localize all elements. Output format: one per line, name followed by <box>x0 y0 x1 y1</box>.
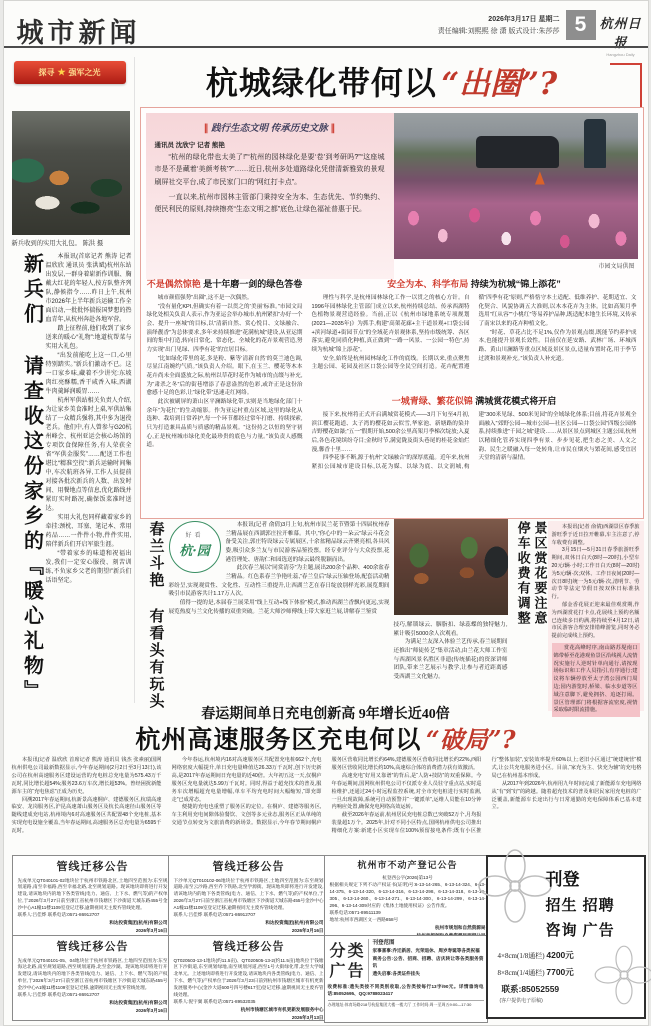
notice-title: 管线迁移公告 <box>18 939 168 956</box>
subhead-3-black: 满城赏花模式将开启 <box>475 396 556 406</box>
scope-item: 商务公告:公告、招商、招聘、店庆转让等各类服务资讯 <box>373 956 484 970</box>
paragraph: 四季花事不断,源于杭州“文绿融合”的深厚底蕴。近年来,杭州紧扣公园城市建设目标,以花为媒、以绿为底、以文润城,构建“300米见绿、500米见园”的全域绿化体系;目前,将花卉景观全面融入“郊野公园—城市公园—社区公园—口袋公园”四级公园体系,持续推进“千园之城”建设……从景区景点到城区主题公园,杭州以精细化管养实现四季有景、步步见花,把生态之美、人文之韵、民生之暖融入每一处转角,让市民在烟火与繁花间,感受宜居天堂的清新与温情。 <box>312 411 637 472</box>
headline-corner-bracket <box>610 63 642 111</box>
paragraph: 杭州军供站相关负责人介绍,为让家乡美食准时上桌,军供站集结了一众精兵强将,其中多为退役老兵。他们中,有人曾参与G20杭州峰会、杭州亚运会核心场馆的专项饮食保障任务,有人荣获全省“军供金服奖”……配送工作也堪比“精准空投”:新兵运输时间集中,车次航班各异,工作人员提前对接各批次新兵的人数、出发时间、用餐地点等信息,优化路线并紧盯实时路况,确保饭菜准时送达。 <box>46 397 132 514</box>
notice-date: 2026年3月16日 <box>174 928 324 935</box>
paragraph: 本报讯(记者 俞倩)西湖景区春季旅游旺季于近日拉开帷幕,车主注意了,停车收费有调整。 <box>552 524 640 547</box>
section-3-body <box>312 411 637 515</box>
recruit-article <box>10 253 132 719</box>
column-divider <box>134 57 135 703</box>
paragraph: 此次被刷屏的萧山区平澜路绿化带,实则是当地绿化部门十余年“为花忙”的生动缩影。作为亚运村重点区域,这里的绿化从选种、栽培到日常养护,每一个环节都经过常年打磨、持续探索,只为打造兼具品质与质感的精品景观。“这份持之以恒的坚守初心,正是杭州城市绿化美化最珍贵的底色与力量。”该负责人感慨道。 <box>147 398 303 450</box>
paper-name-en: Hangzhou Daily <box>598 52 644 57</box>
subhead-2 <box>312 277 637 290</box>
paper-logo <box>598 13 644 57</box>
pipeline-notice-4 <box>168 935 330 1021</box>
main-headline <box>142 58 622 104</box>
paragraph: “杭州的绿化带也太美了!”“杭州的园林绿化是要‘卷’到考研吗?”“这座城市是不是藏着‘美颜考核’?”……近日,杭州多处道路绿化凭借清新雅致的景观刷屏社交平台,成了市民家门口的“网红打卡点”。 <box>155 152 385 189</box>
main-article-intro-panel <box>146 113 394 279</box>
orchid-headline: 春兰斗艳 有看头有玩头 <box>138 521 164 711</box>
tulip-flowerbed-photo <box>394 113 638 259</box>
editors-line: 责任编辑:刘熙熙 徐 潇 版式设计:朱莎莎 <box>438 26 560 38</box>
haokan-hangyuan-logo <box>169 521 221 573</box>
classified-footer: 办理地址:体育场路218号杭报集团大楼一楼大厅 工作时间:周一至周五9:00—17:30 <box>328 1000 484 1008</box>
paragraph: 便捷的充电也重塑了服务区的定位。在桐庐、建德等服务区,车主利用充电间隙体验餐饮、文创等多元业态,服务区正从单纯的交通节点转变为文旅消费的新场景。数据显示,今年春节期间桐庐服务区营收同比增长约64%,建德服务区营收同比增长约22%,西阳服务区营收同比增长约10%,高速综合体的消费潜力获有效激活。 <box>172 757 482 836</box>
banner-text-left: 探寻 <box>38 67 54 78</box>
classified-title <box>328 939 368 982</box>
paper-name: 杭州日报 <box>598 13 644 51</box>
notice-body: 先成单元QT040101-02地块位于杭州市铁路北区,土地四至范围为:东至规划道路,南至幸福路,西至幸福北路,北至规划道路。现该地块即将进行开发建设,请该地块内的地下各类管线(电力、通信、上下水、燃气等)的产权单位,于2026年3月27日前至浙江省杭州市钱塘区下沙街道天城东路455号金沙中心A1幢11楼1109室登记迁移,逾期视同无主废弃管线处理。 <box>18 878 168 912</box>
paragraph: 实用大礼包同样藏着家乡的牵挂:颈枕、耳塞、笔记本、常用药品……一件件小物,件件实用,陪伴新兵们开启军旅生涯。 <box>46 514 132 550</box>
section-title: 城市新闻 <box>17 11 141 50</box>
main-article-box <box>140 107 644 519</box>
price-2-label: 8×8cm(1/4通栏) <box>498 969 545 977</box>
paragraph: “带着家乡的味道和祝福出发,我们一定安心服役、刻苦训练,不负家乡父老的期望!”新兵们话语坚定。 <box>46 550 132 586</box>
police-car-shape <box>476 136 559 168</box>
orchid-exhibition-photo <box>394 519 508 615</box>
classified-ads-box <box>324 935 488 1023</box>
tag-text: 践行生态文明 传承历史文脉 <box>211 123 328 134</box>
star-icon: ★ <box>57 67 65 78</box>
scenic-body <box>548 521 644 711</box>
scope-item: 遗失启事:各类证件挂失 <box>373 971 484 978</box>
paragraph: 3月15日—5月31日春季旅游旺季期间,双休日白天(8时—20时),小型车20元/辆·小时;工作日白天(8时—20时)为5元/辆·次;双休、工作日夜间(20时—次日8时)统一为5元/辆·次,清明节、劳动节等法定节假日按双休日标准执行。 <box>552 547 640 602</box>
subhead-3-red: 一城青绿、繁花似锦 <box>392 396 473 406</box>
notice-date: 2026年3月13日 <box>174 1015 324 1022</box>
paragraph: “时花、草花占比不足1%,仅作为景观点缀,既能节约养护成本,也能提升景观长效性。目前仅在延安路、武林广场、环城西路、黄山川澜路等重点区域及景区景点,适量布置时花,用于季节过渡和景观补充。”该负责人补充道。 <box>479 329 637 364</box>
masthead-info <box>438 14 560 38</box>
main-article-columns <box>147 276 637 514</box>
ad-note: (客户提供电子原稿) <box>500 997 543 1004</box>
notice-signer: 和达投资集团(杭州)有限公司 <box>174 920 324 927</box>
notice-contact: 联系人:吕佳烨 联系电话:0571-86912707 <box>18 912 168 919</box>
paragraph: 城市颜值强势“出圈”,这不是一次偶然。 <box>147 294 303 303</box>
scope-item: 家事喜事:乔迁新居、光荣退休、周岁寿诞等各类祝福 <box>373 948 484 955</box>
newspaper-page <box>3 0 649 1026</box>
subhead-3 <box>312 394 637 407</box>
classified-title-line2: 广告 <box>328 962 368 982</box>
page-number: 5 <box>566 10 596 40</box>
subhead-1-black: 是十年磨一剑的绿色答卷 <box>203 279 302 289</box>
notice-contact: 联系人:吕佳烨 联系电话:0571-86912707 <box>174 912 324 919</box>
ad-line-3: 咨询 广告 <box>546 919 615 940</box>
paragraph: 技巧,解锁绿云、胭脂扣、绿蕊蝶的独特魅力,累计吸引5000余人次观看。 <box>394 621 508 638</box>
classified-title-line1: 分类 <box>328 942 368 962</box>
paragraph: 踏上征程前,他们收到了家乡送来的暖心“礼物”:地道杭帮菜与实用大礼包。 <box>46 325 132 352</box>
ad-contact-phone: 联系:85052559 <box>502 983 560 995</box>
price-2-value: 7700元 <box>546 967 573 977</box>
flower-outline-icon <box>480 851 550 921</box>
officer-shape <box>584 119 606 169</box>
paragraph: 今年春运,杭州境内16对高速服务区共配置充电桩662个,充电网络密度大幅提升,单日充电量峰值达26.33万千瓦时,创下历史新高,是2017年春运期间日充电量的近40倍。大年初五这一天,仅桐庐服务区充电量就达5.99万千瓦时。同时,得益于超充技术的普及,服务车次增幅超充电量增幅,单车平均充电时间大幅缩短,“即充即走”已成常态。 <box>172 757 322 804</box>
paragraph: 为满足兰友深入体验兰艺传承,春兰展期间还推出“师徒传艺”集章活动,由兰花大师工作室与西湖风景名胜区非遗(传统插花)的资深讲师团队,带来兰艺展示与教学,让参与者近距离感受西湖兰文化魅力。 <box>394 638 508 681</box>
ad-line-2: 招生 招聘 <box>546 894 615 915</box>
banner-text-right: 强军之光 <box>69 67 101 78</box>
slash-mark-icon: ∥ <box>330 123 335 134</box>
ad-line-1: 刊登 <box>546 865 615 890</box>
paragraph: 高速充电“好用又靠谱”的背后,是“人防+技防”的双重保障。今年春运期间,国网杭州供电公司不仅派专业人员驻守重点站,实时巡检维护,还通过24小时远程监控系统,对全市充电桩进行实时监测,一旦出现故障,系统可自动预警并“一键派单”,运维人员能在10分钟内响应处置,确保充电网络高效运转。 <box>332 773 482 813</box>
subhead-2-red: 安全为本、科学布局 <box>387 279 468 289</box>
classified-top <box>328 939 484 982</box>
notice-signer: 和达投资集团(杭州)有限公司 <box>18 920 168 927</box>
notice-body: 根据相关规定下列不动产权证书(证明)号:6-13-14-265、6-13-14-324、6-13-14-375、6-13-14-320、6-13-14-316、6-13-14-298、6-13-14-318、6-13-14-305、6-13-14-260、6-13-14-271、6-13-14-300、6-13-14-299、6-13-14-296、6-13-14-309对应的《集体土地使用权证》公告作废。 <box>330 882 486 910</box>
price-1-value: 4200元 <box>546 950 573 960</box>
header-rule <box>4 46 648 48</box>
paragraph: 本报讯(首席记者 熊涛 记者 温欣欣 通讯员 张洪斌)杭州东站出发层,一群身着崭新作训服、胸戴大红花的年轻人,按方队整齐列队,静候指令……昨日上午,杭州市2026年上半年新兵运输工作全面启动,一批批怀揣报国梦想的热血青年,从杭州奔赴各地军营。 <box>46 253 132 325</box>
notice-contact: 联系人:吕佳烨 联系电话:0571-86912707 <box>18 992 168 999</box>
traffic-cone-shape <box>535 171 545 184</box>
logo-small-text: 好看 <box>185 532 203 541</box>
issue-date: 2026年3月17日 星期二 <box>438 14 560 26</box>
notice-date: 2026年3月16日 <box>18 1008 168 1015</box>
notice-signer: 和达投资集团(杭州)有限公司 <box>18 1000 168 1007</box>
ad-text-lines <box>546 865 615 940</box>
notice-signer: 杭州市钱塘区城市有机更新发展服务中心 <box>174 1007 324 1014</box>
notice-title: 管线迁移公告 <box>18 859 168 876</box>
recruit-package-photo <box>12 111 130 235</box>
series-banner-ribbon <box>14 61 126 84</box>
notice-signer: 杭州市规划和自然资源局 <box>330 925 486 932</box>
orchid-continuation <box>394 621 508 711</box>
article-series-tag <box>155 120 385 134</box>
scenic-headline <box>512 521 548 711</box>
section-1-body <box>147 294 303 504</box>
byline: 通讯员 沈欣宁 记者 熊艳 <box>155 140 385 149</box>
tulip-photo-caption: 市园文局供图 <box>598 261 634 270</box>
real-estate-notice <box>324 855 492 937</box>
classified-scope <box>368 939 484 982</box>
paragraph: 截至2026年春运前,杭州居民充电桩总数已突破52万个,月均报装量超1万个。2025年,针对不同小区特点,国网杭州供电公司推出精细化方案:新建小区实现车位100%预留接电条件;既有小区推行“整体加装”,安装效率提升60%以上;老旧小区通过“统建统营”模式,让公共充电服务进小区。目前,“家充为主、快充为辅”的充电格局已在杭州基本形成。 <box>332 757 642 836</box>
recruit-headline: 新兵们 请查收这份家乡的『暖心礼物』 <box>10 253 42 719</box>
orchid-body <box>164 521 390 711</box>
paragraph: 接下来,杭州将正式开启满城赏花模式——3月下旬至4月初,滨江樱花跑道、太子湾的樱花如云似雪,华家池、新塘路的染井吉野樱花如瀑;“五一”假期开始,500余公里高架月季梯次绽放;入夏后,各色花境缤纷夺目;金秋时节,满觉陇及街头巷尾的桂花金灿烂漫,馨香十里…… <box>312 411 470 454</box>
scenic-headline-line2: 停车收费有调整 <box>514 521 531 626</box>
subhead-2-black: 持续为杭城“锦上添花” <box>471 279 561 289</box>
paragraph: 本报讯(记者 俞倩)3月上旬,杭州市民兰花节暨第十四届杭州春兰精品展在西湖郭庄拉开帷幕。其中,“你心中的一朵云”绿云斗花会备受关注,郭庄特设绿云专属展区,十余盆精品绿云齐聚亮相,各具风姿,吸引众多兰友与市民游客品鉴投票。经专业评分与大众投票,花港管理处、唐韵仁和园选送的绿云最终脱颖而出。 <box>169 521 390 564</box>
logo-main-text: 杭·园 <box>179 542 210 562</box>
scenic-highlight-paragraph: 赏花高峰时序,南山路苏堤南口锦带桥至花港观鱼景区沿线视人流情况实施行人逆时针单向通行,请按现场标识和工作人员指引,有序通行;建议将车辆停放至太子湾公园西门周边;园内游览时,桥梁、临水步道等区域注意脚下,避免拥挤、追逐打闹。景区管理部门将根据客流密度,视情采取临时限流措施。 <box>552 643 640 717</box>
paragraph: 郁金香花展正迎来最佳观赏期,作为西湖赏花打卡点,花展线上预约名额已连续多日约满,将持续至4月12日,请市民游客合理安排错峰游览,同时务必提前完成线上预约。 <box>552 602 640 641</box>
charging-body <box>12 757 642 849</box>
slash-mark-icon: ∥ <box>204 123 209 134</box>
paragraph: 值得一提的是,本届春兰展采用“线上互动+线下体验”模式,推动西湖兰香飘向更远,实现展览热度与兰文化传播的双重突破。兰花大师沙师傅线上带大家逛兰展,讲解春兰鉴赏 <box>169 599 390 616</box>
notice-body: QT020503-13-1地块(约11.5亩)、QT020505-13-2(约11.5亩)地块位于钱塘区下沙街道,东至规划绿地,南至规划河道,西至1号大街绿化带,北至大学城北单元。上述地块即将进行开发建设,请该地块内各类管线(电力、通信、上下水、燃气等)产权单位于2026年3月23日前到杭州市钱塘区城市有机更新发展服务中心(金沙大道600号四号楼617室)登记迁移,逾期视同无主废弃管线处理。 <box>174 958 324 999</box>
notice-title: 管线迁移公告 <box>174 859 324 876</box>
column-one <box>147 276 303 514</box>
notice-contact: 联系电话:0571-89511139 <box>330 910 486 917</box>
paragraph: 此次春兰展以“同赏清芬”为主题,展出200余个品种、400余盆春兰精品。红色系春兰争艳吐蕊,“春兰皇后”绿云压轴登场,配套活动精彩纷呈,实现观赏性、文化性、互动性三重提升,让西湖兰艺在春日绽放别样光彩,展览期间吸引市民游客共计1.17万人次。 <box>169 564 390 599</box>
scenic-article <box>512 521 644 711</box>
paragraph: 一直以来,杭州市园林主管部门秉持安全为本、生态优先、节约集约、便民利民的原则,持续擦亮“生态文明之都”底色,让绿色福祉普惠于民。 <box>155 192 385 217</box>
notice-contact: 联系人:倪宇翼 联系电话:0571-89532035 <box>174 999 324 1006</box>
notice-title: 杭州市不动产登记公告 <box>330 859 486 873</box>
paragraph: 从2017年到2026年,杭州用九年时间完成了新能源车充电网络从“有”到“好”的跨越。随着超充技术的普及和居民家用充电桩的广泛覆盖,新能源车长途出行与日常通勤的充电保障体系已基本建立。 <box>492 781 642 813</box>
main-headline-red: “出圈”? <box>441 66 557 102</box>
charging-headline <box>4 720 648 756</box>
notice-date: 2026年3月16日 <box>18 928 168 935</box>
notice-address: 地址:杭州市西湖区文一西路858号 <box>330 917 486 924</box>
subhead-1 <box>147 277 303 290</box>
pipeline-notice-3 <box>12 935 174 1021</box>
charging-kicker: 春运期间单日充电创新高 9年增长近40倍 <box>4 703 648 723</box>
notice-body: 先成单元QT040101-05、04地块位于杭州市铁路区,土地四至范围为:东至海达北路,南至规划道路,西至规划道路,北至金沙湖。现该地块即将进行开发建设,请该地块内的地下各类管线(电力、通信、上下水、燃气等)的产权单位,于2026年3月27日前至浙江省杭州市钱塘区下沙街道天城东路455号金沙中心A1幢11楼1109室登记迁移,逾期视同无主废弃管线处理。 <box>18 958 168 992</box>
paragraph: “比如绿化带里的花,多是粉、紫等‘清新自然’的莫兰迪色调,尽显江南婉约气质。”该负责人介绍。眼下,在玉兰、樱花等木本花卉尚未全面盛放之际,杭州以草花时花作为城市的点缀与补充,为“肃杀之冬”后的街巷增添了春意盎然的色彩,或许正是这份治愈感十足的色彩,让“绿化带”迅速走红网络。 <box>147 355 303 398</box>
paragraph: 安全,始终是杭州园林绿化工作的底线。长期以来,重点聚焦主题公园、花园及社区口袋公园等全民空间打造。花卉配置遵循“四季有花”原则,严格恪守本土适配、低维养护、花期适宜、文化契合、风貌协调五大准则,以木本花卉为主体。比如高架月季选用“红从容”“小桃红”等易养护品种,既适配本地生长环境,又传承了南宋以来的花卉种植文化。 <box>312 294 637 372</box>
subhead-1-red: 不是偶然惊艳 <box>147 279 201 289</box>
advertising-promo-box <box>486 855 646 1019</box>
pipeline-notice-2 <box>168 855 330 937</box>
paragraph: 理性与科学,是杭州园林绿化工作一以贯之的核心方针。自1996年园林绿化主管部门成立以来,杭州持续总结、传承西湖特色植物景观营造经验。当前,正以《杭州市绿地系统专项规划(2021—2035年)》为抓手,构建“高架花廊+主干道景观+口袋公园+滨河绿道+街园节点”的全域花卉景观体系,坚持市级统筹、各区落实,避免同质化种植,真正做到“一路一风景、一公园一特色”,持续为杭城“锦上添花”。 <box>312 294 470 355</box>
scope-title: 刊登范围 <box>373 939 484 947</box>
flower-outline-icon <box>596 947 651 1003</box>
main-headline-black: 杭城绿化带何以 <box>206 65 437 101</box>
orchid-article <box>138 521 390 711</box>
paragraph: 回溯2017年春运期间,杭新景高速桐庐、建德服务区,杭瑞高速临安、龙岗服务区,沪昆高速萧山服务区及杭长高速径山服务区等随线建成充电站,杭州境内6对高速服务区共配置48个充电桩,基本实现充电设施全覆盖,当年春运期间,高速服务区总充电量为6595千瓦时。 <box>12 797 162 837</box>
classified-fee: 收费标准:遗失类按不同类别收取,公告类按每行13字/90元。详情垂询电话:85052695、QQ:9788023417 <box>328 984 484 998</box>
column-right-group <box>312 276 637 514</box>
section-2-body <box>312 294 637 390</box>
recruit-photo-caption: 新兵收到的实用大礼包。 陈洪 摄 <box>12 238 130 247</box>
paragraph: “出发前能吃上这一口,心里特别踏实。”新兵们激动不已。这一口家乡味,藏着不少讲究:东坡肉红亮酥糯,香干咸香入味,西湖牛肉羹鲜润暖胃…… <box>46 352 132 397</box>
pipeline-notice-1 <box>12 855 174 937</box>
notice-body: 下沙单元QT010102-06地块位于杭州市铁路区,土地四至范围为:东至规划道路,南至云沙路,西至乔下铁路,北至学源街。现该地块即将进行开发建设,请该地块内的地下各类管线(电力、通信、上下水、燃气等)的产权单位,于2026年3月27日前至浙江省杭州市钱塘区下沙街道天城东路455号金沙中心A1幢11楼1109室登记迁移,逾期视同无主废弃管线处理。 <box>174 878 324 912</box>
notice-title: 管线迁移公告 <box>174 939 324 956</box>
ad-prices <box>498 949 574 983</box>
recruit-body <box>42 253 132 719</box>
paragraph: “没有量化KPI,但确实有着一以贯之的‘美丽’标准。”市园文局绿化处相关负责人表示,作为亚运会举办城市,杭州紧扣“办好一个会、提升一座城”的目标,以“清新自然、赏心悦目、文绿融合、演绎靓香”为总体要求,多年来持续推进“花满杭城”建设,从亚运期间的集中打造,转向日常化、常态化、全城化的花卉景观营造,努力实现“出门见绿、四季有花”的宜居目标。 <box>147 303 303 355</box>
charging-headline-red: “破局”? <box>426 725 516 754</box>
charging-headline-black: 杭州高速服务区充电何以 <box>135 726 421 754</box>
notice-doc-number: 杭登西公字(2026)第13号 <box>330 875 486 882</box>
paragraph: 本报讯(记者 温欣欣 首席记者 熊涛 通讯员 钱杰 张素丽)国网杭州供电公司最新数据显示,今年春运期间(2月2日至3月13日),该公司在杭州高速服务区建设运营的充电桩总充电量为575.43万千瓦时,同比增长超54%;服务23.6万车次,增长超53%。曾经困扰新能源车主的“充电焦虑”正成为历史。 <box>12 757 162 797</box>
price-1-label: 4×8cm(1/8通栏) <box>498 952 545 960</box>
scenic-headline-line1: 景区赏花要注意 <box>531 521 548 626</box>
